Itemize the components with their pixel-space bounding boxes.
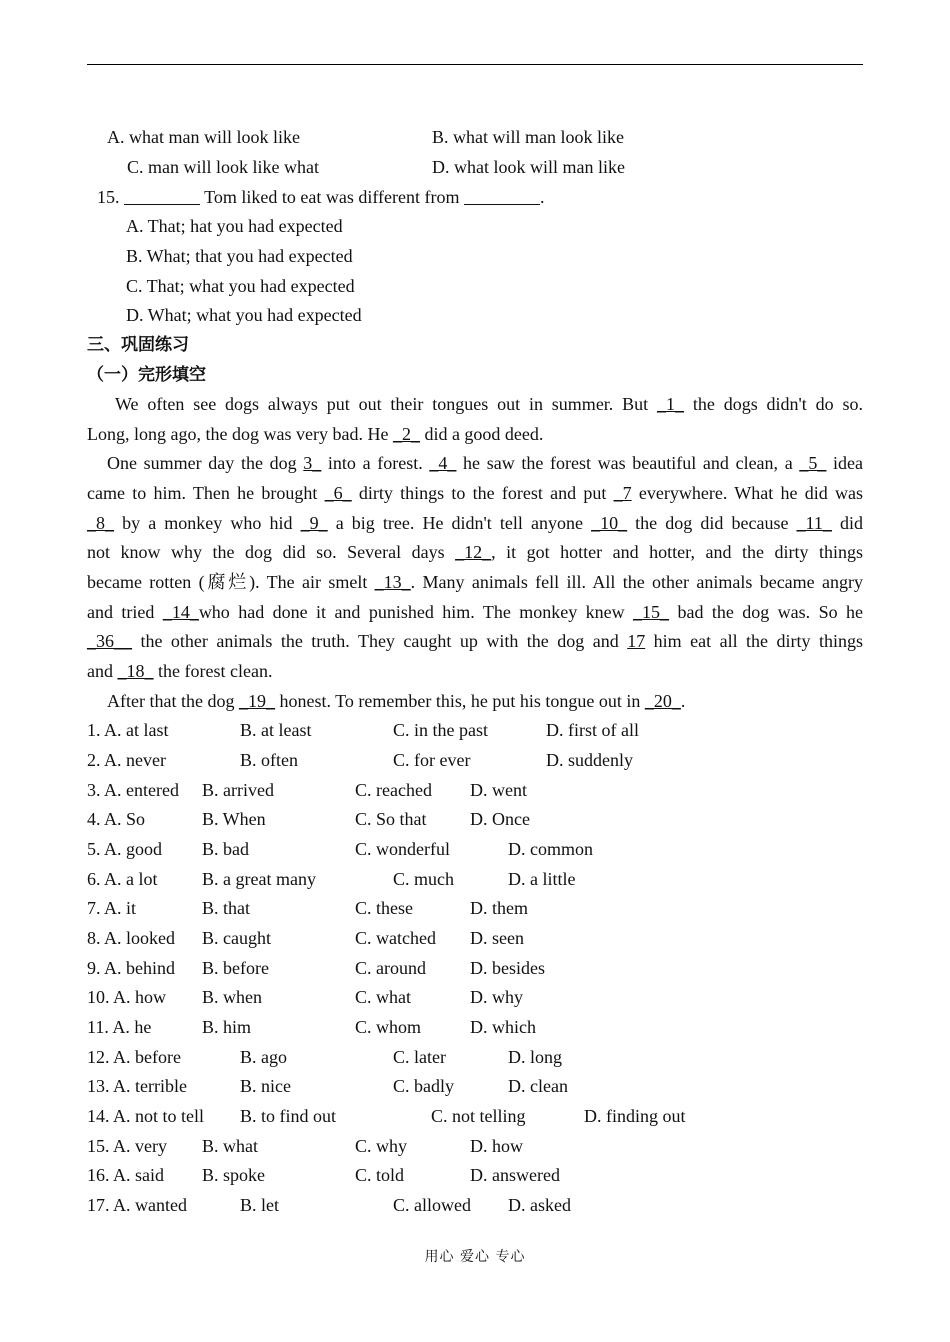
option-2-a: 2. A. never (87, 750, 166, 770)
option-13-a: 13. A. terrible (87, 1076, 187, 1096)
option-13-c: C. badly (393, 1076, 454, 1096)
section-title: 三、巩固练习 (87, 335, 189, 355)
option-10-a: 10. A. how (87, 987, 167, 1007)
option-9-d: D. besides (470, 958, 545, 978)
option-5-a: 5. A. good (87, 839, 163, 859)
blank-18: _18_ (117, 661, 154, 681)
blank-7: _7 (613, 483, 632, 503)
option-15-d: D. how (470, 1136, 523, 1156)
passage-line: and tried _14_who had done it and punished him. The monkey knew _15_ bad the dog was. So he (87, 602, 863, 622)
passage-line: became rotten (腐烂). The air smelt _13_. Many animals fell ill. All the other animals became angry (87, 572, 863, 592)
option-8-a: 8. A. looked (87, 928, 175, 948)
q15-option-d: D. What; what you had expected (126, 305, 362, 325)
passage-line: not know why the dog did so. Several days _12_, it got hotter and hotter, and the dirty things (87, 542, 863, 562)
blank-12: _12_ (455, 542, 492, 562)
option-4-d: D. Once (470, 809, 530, 829)
option-11-a: 11. A. he (87, 1017, 152, 1037)
blank-6: _6_ (324, 483, 352, 503)
option-7-a: 7. A. it (87, 898, 137, 918)
option-4-b: B. When (202, 809, 266, 829)
option-7-c: C. these (355, 898, 413, 918)
option-7-b: B. that (202, 898, 250, 918)
option-8-b: B. caught (202, 928, 271, 948)
option-1-b: B. at least (240, 720, 312, 740)
q14-option-c: C. man will look like what (127, 157, 319, 177)
passage-line: Long, long ago, the dog was very bad. He _2_ did a good deed. (87, 424, 544, 444)
option-3-d: D. went (470, 780, 527, 800)
option-7-d: D. them (470, 898, 528, 918)
q15-option-c: C. That; what you had expected (126, 276, 355, 296)
option-12-a: 12. A. before (87, 1047, 181, 1067)
option-1-a: 1. A. at last (87, 720, 169, 740)
blank-11: _11_ (796, 513, 832, 533)
option-10-c: C. what (355, 987, 411, 1007)
blank-19: _19_ (238, 691, 275, 711)
option-2-b: B. often (240, 750, 298, 770)
option-16-c: C. told (355, 1165, 405, 1185)
option-11-b: B. him (202, 1017, 252, 1037)
option-3-b: B. arrived (202, 780, 274, 800)
option-14-c: C. not telling (431, 1106, 526, 1126)
blank-13: _13_ (374, 572, 411, 592)
option-9-a: 9. A. behind (87, 958, 175, 978)
q14-option-d: D. what look will man like (432, 157, 625, 177)
blank-14: _14_ (162, 602, 199, 622)
option-10-d: D. why (470, 987, 523, 1007)
option-10-b: B. when (202, 987, 262, 1007)
option-5-b: B. bad (202, 839, 249, 859)
option-14-b: B. to find out (240, 1106, 337, 1126)
q15-stem-end: . (540, 187, 545, 207)
option-9-c: C. around (355, 958, 426, 978)
option-1-d: D. first of all (546, 720, 639, 740)
blank-20: _20_ (644, 691, 681, 711)
option-13-d: D. clean (508, 1076, 568, 1096)
option-12-c: C. later (393, 1047, 446, 1067)
q15-option-a: A. That; hat you had expected (126, 216, 343, 236)
passage-line: One summer day the dog 3_ into a forest. _4_ he saw the forest was beautiful and clean, a _5_ idea (107, 453, 863, 473)
option-11-c: C. whom (355, 1017, 422, 1037)
q15-blank-2 (464, 188, 540, 205)
passage-line: _36__ the other animals the truth. They caught up with the dog and 17 him eat all the dirty things (87, 631, 863, 651)
option-4-c: C. So that (355, 809, 427, 829)
q14-option-b: B. what will man look like (432, 127, 624, 147)
option-6-c: C. much (393, 869, 454, 889)
option-14-d: D. finding out (584, 1106, 686, 1126)
option-5-c: C. wonderful (355, 839, 450, 859)
option-17-a: 17. A. wanted (87, 1195, 187, 1215)
passage-line: and _18_ the forest clean. (87, 661, 273, 681)
option-3-c: C. reached (355, 780, 432, 800)
header-rule (87, 64, 863, 65)
option-12-d: D. long (508, 1047, 562, 1067)
option-8-c: C. watched (355, 928, 436, 948)
passage-line: After that the dog _19_ honest. To remember this, he put his tongue out in _20_. (107, 691, 686, 711)
option-13-b: B. nice (240, 1076, 291, 1096)
section-subtitle: （一）完形填空 (87, 365, 206, 385)
option-9-b: B. before (202, 958, 269, 978)
option-16-a: 16. A. said (87, 1165, 165, 1185)
blank-36: _36__ (87, 631, 132, 651)
option-1-c: C. in the past (393, 720, 488, 740)
q15-option-b: B. What; that you had expected (126, 246, 353, 266)
blank-15: _15_ (633, 602, 670, 622)
passage-line: came to him. Then he brought _6_ dirty things to the forest and put _7 everywhere. What he did was (87, 483, 863, 503)
q14-option-a: A. what man will look like (107, 127, 300, 147)
option-15-c: C. why (355, 1136, 408, 1156)
option-11-d: D. which (470, 1017, 536, 1037)
q15-number: 15. (97, 187, 120, 207)
blank-3: 3_ (303, 453, 322, 473)
option-16-b: B. spoke (202, 1165, 265, 1185)
option-17-b: B. let (240, 1195, 279, 1215)
blank-5: _5_ (799, 453, 827, 473)
option-2-d: D. suddenly (546, 750, 633, 770)
option-12-b: B. ago (240, 1047, 287, 1067)
blank-2: _2_ (392, 424, 420, 444)
blank-17: 17 (627, 631, 646, 651)
option-6-b: B. a great many (202, 869, 316, 889)
blank-9: _9_ (300, 513, 328, 533)
option-15-a: 15. A. very (87, 1136, 167, 1156)
option-6-a: 6. A. a lot (87, 869, 158, 889)
option-16-d: D. answered (470, 1165, 560, 1185)
option-4-a: 4. A. So (87, 809, 146, 829)
blank-10: _10_ (591, 513, 628, 533)
blank-1: _1_ (657, 394, 685, 414)
option-17-d: D. asked (508, 1195, 571, 1215)
page-footer: 用心 爱心 专心 (424, 1249, 526, 1265)
option-5-d: D. common (508, 839, 593, 859)
q15-stem (97, 186, 545, 208)
option-3-a: 3. A. entered (87, 780, 179, 800)
option-17-c: C. allowed (393, 1195, 471, 1215)
option-6-d: D. a little (508, 869, 576, 889)
option-8-d: D. seen (470, 928, 524, 948)
option-15-b: B. what (202, 1136, 258, 1156)
option-2-c: C. for ever (393, 750, 471, 770)
option-14-a: 14. A. not to tell (87, 1106, 204, 1126)
blank-8: _8_ (87, 513, 114, 533)
blank-4: _4_ (429, 453, 457, 473)
passage-line: We often see dogs always put out their tongues out in summer. But _1_ the dogs didn't do so. (115, 394, 864, 414)
passage-line: _8_ by a monkey who hid _9_ a big tree. He didn't tell anyone _10_ the dog did because _11_ did (87, 513, 863, 533)
q15-blank-1 (124, 188, 200, 205)
q15-stem-middle: Tom liked to eat was different from (200, 187, 465, 207)
